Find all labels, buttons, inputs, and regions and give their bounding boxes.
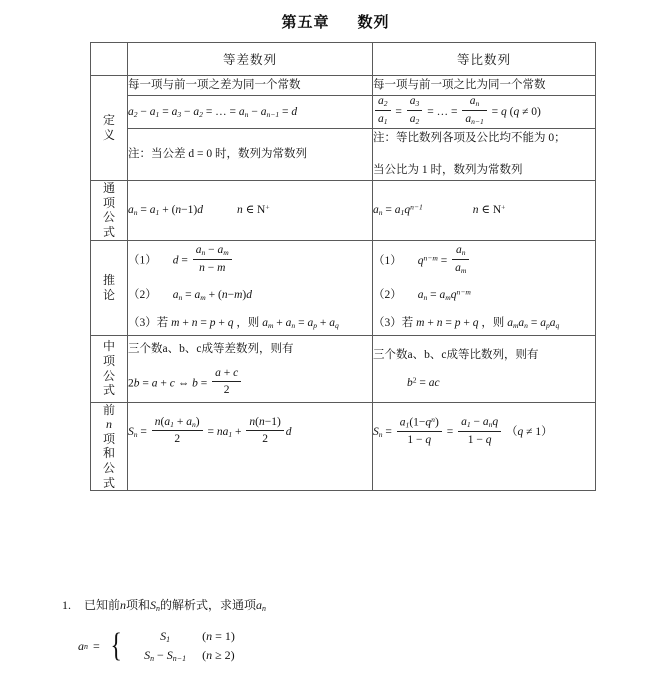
corollary-arithmetic [128,240,373,335]
general-term-geometric: $a_n = a_1q^{n-1}$ n ∈ N+ [373,181,596,241]
middle-term-arithmetic [128,335,373,402]
corollary-geometric-item-1: （1） $q^{n-m}$ = $\frac{a_n}{a_m}$ [373,245,595,277]
middle-term-geometric-formula: $b^2$ = ac [407,375,440,390]
row-label-middle-term: 中 项 公 式 [91,335,128,402]
piecewise-equals: = [92,638,100,653]
table-row [91,402,596,491]
corollary-arithmetic-item-3: （3）若 m + n = p + q ，则 $a_m + a_n = a_p + a_q$ [128,316,339,330]
table-row [91,335,596,402]
piecewise-lhs-var: a [78,638,84,653]
column-header-geometric: 等比数列 [373,43,596,76]
middle-term-arithmetic-formula: 2b = a + c ⇔ b = $\frac{a + c}{2}$ [128,368,372,400]
piecewise-condition-1: (n = 1) [202,628,235,643]
sum-formula-arithmetic: $S_n$ = $\frac{n(a_1 + a_n)}{2}$ = $na_1$ + $\frac{n(n-1)}{2}$ d [128,402,373,491]
question-var-a: a [256,598,262,612]
row-label-corollary: 推 论 [91,240,128,335]
table-row [91,76,596,96]
page-title [0,0,671,32]
definition-geometric-text: 每一项与前一项之比为同一个常数 [373,76,596,96]
corollary-geometric-item-3: （3）若 m + n = p + q ，则 $a_ma_n = a_pa_q$ [373,316,560,330]
question-text-part-3: 的解析式，求通项 [159,598,256,612]
general-term-arithmetic: $a_n = a_1 + (n-1)d$ n ∈ N+ [128,181,373,241]
question-var-s: S [150,598,157,612]
definition-arithmetic-note: 注：当公差 d = 0 时，数列为常数列 [128,129,373,181]
piecewise-lhs-sub: n [84,641,88,651]
left-brace-icon: { [110,627,122,665]
table-row [91,95,596,128]
corollary-geometric [373,240,596,335]
question-text-part-1: 已知前 [84,598,121,612]
piecewise-row [128,646,235,665]
row-label-definition: 定 义 [91,76,128,181]
title-chapter: 第五章 [281,15,330,31]
table-row [91,240,596,335]
question-item-1 [62,596,622,616]
definition-geometric-note [373,129,596,181]
question-var-n: n [120,598,127,612]
piecewise-value-2: $S_n - S_{n-1}$ [144,648,187,664]
geometric-note-line-1: 注：等比数列各项及公比均不能为 0； [373,132,566,145]
row-label-sum-formula: 前 n 项 和 公 式 [91,402,128,491]
row-label-general-term: 通 项 公 式 [91,181,128,241]
middle-term-geometric [373,335,596,402]
definition-arithmetic-formula: $a_2 - a_1 = a_3 - a_2$ = … = $a_n - a_{n-1} = d$ [128,95,373,128]
bottom-section [62,596,622,666]
title-name: 数列 [357,15,390,31]
piecewise-row [128,627,235,646]
corollary-arithmetic-item-1: （1） d = $\frac{a_n - a_m}{n - m}$ [128,245,372,277]
table-row [91,129,596,181]
piecewise-value-1: $S_1$ [160,628,171,645]
table-header-row [91,43,596,76]
definition-arithmetic-text: 每一项与前一项之差为同一个常数 [128,76,373,96]
middle-term-arithmetic-text: 三个数a、b、c成等差数列，则有 [128,342,294,355]
piecewise-condition-2: (n ≥ 2) [202,648,235,663]
corollary-arithmetic-item-2: （2） $a_n = a_m + (n-m)d$ [128,288,253,302]
question-sub-a: n [262,604,266,614]
sequence-comparison-table-wrapper [90,42,595,491]
sequence-comparison-table [90,42,596,491]
table-row [91,181,596,241]
corollary-geometric-item-2: （2） $a_n = a_mq^{n-m}$ [373,287,471,302]
middle-term-geometric-text: 三个数a、b、c成等比数列，则有 [373,349,539,362]
table-corner-cell [91,43,128,76]
question-sub-n: n [156,604,160,614]
definition-geometric-formula: $\frac{a_2}{a_1}$ = $\frac{a_3}{a_2}$ = … = $\frac{a_n}{a_{n-1}}$ = q (q ≠ 0) [373,95,596,128]
column-header-arithmetic: 等差数列 [128,43,373,76]
sum-formula-geometric: $S_n$ = $\frac{a_1(1-q^n)}{1 - q}$ = $\frac{a_1 - a_nq}{1 - q}$ （q ≠ 1） [373,402,596,491]
question-text-part-2: 项和 [126,598,151,612]
piecewise-rows [128,627,235,666]
piecewise-formula [78,627,622,666]
question-number: 1. [62,598,71,612]
geometric-note-line-2: 当公比为 1 时，数列为常数列 [373,164,523,177]
